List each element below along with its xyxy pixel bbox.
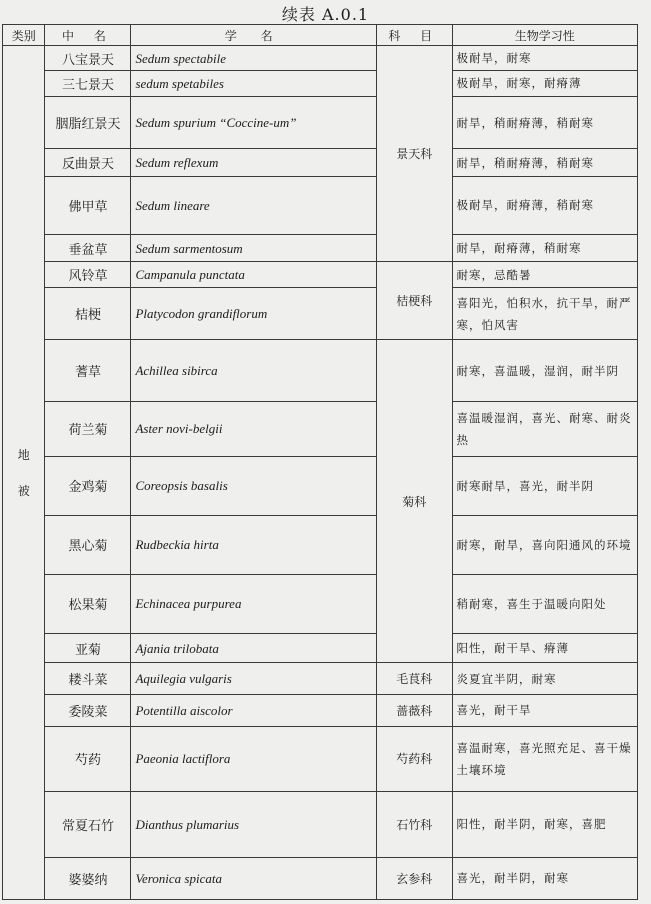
habit-cell: 耐寒，喜温暖，湿润，耐半阴 <box>452 340 637 401</box>
header-chinese-name: 中 名 <box>45 25 131 46</box>
chinese-name-cell: 芍药 <box>45 726 131 791</box>
chinese-name-cell: 松果菊 <box>45 574 131 633</box>
scientific-name-cell: Achillea sibirca <box>131 340 377 401</box>
chinese-name-cell: 三七景天 <box>45 71 131 96</box>
chinese-name-cell: 耧斗菜 <box>45 663 131 695</box>
table-row <box>3 262 638 287</box>
habit-cell: 耐寒耐旱，喜光，耐半阴 <box>452 456 637 515</box>
chinese-name-cell: 蓍草 <box>45 340 131 401</box>
table-row <box>3 96 638 149</box>
scientific-name-cell: Campanula punctata <box>131 262 377 287</box>
chinese-name-cell: 反曲景天 <box>45 149 131 176</box>
chinese-name-cell: 佛甲草 <box>45 176 131 234</box>
habit-cell: 喜阳光，怕积水，抗干旱，耐严寒，怕风害 <box>452 287 637 340</box>
family-cell: 菊科 <box>376 340 452 663</box>
family-cell: 石竹科 <box>376 792 452 857</box>
table-row <box>3 857 638 899</box>
habit-cell: 极耐旱，耐瘠薄，稍耐寒 <box>452 176 637 234</box>
habit-cell: 耐旱，耐瘠薄，稍耐寒 <box>452 234 637 261</box>
scientific-name-cell: Sedum sarmentosum <box>131 234 377 261</box>
table-row <box>3 71 638 96</box>
chinese-name-cell: 常夏石竹 <box>45 792 131 857</box>
table-row <box>3 46 638 71</box>
scientific-name-cell: Sedum spurium “Coccine-um” <box>131 96 377 149</box>
chinese-name-cell: 荷兰菊 <box>45 401 131 456</box>
table-row <box>3 287 638 340</box>
habit-cell: 阳性，耐半阴，耐寒，喜肥 <box>452 792 637 857</box>
table-row <box>3 234 638 261</box>
header-category: 类别 <box>3 25 45 46</box>
scientific-name-cell: Dianthus plumarius <box>131 792 377 857</box>
scientific-name-cell: Aquilegia vulgaris <box>131 663 377 695</box>
category-char: 地 <box>17 447 30 462</box>
category-char: 被 <box>17 483 30 498</box>
habit-cell: 稍耐寒，喜生于温暖向阳处 <box>452 574 637 633</box>
table-row <box>3 695 638 727</box>
table-row <box>3 726 638 791</box>
scientific-name-cell: sedum spetabiles <box>131 71 377 96</box>
chinese-name-cell: 金鸡菊 <box>45 456 131 515</box>
table-row <box>3 515 638 574</box>
scientific-name-cell: Paeonia lactiflora <box>131 726 377 791</box>
habit-cell: 极耐旱，耐寒，耐瘠薄 <box>452 71 637 96</box>
table-row <box>3 456 638 515</box>
scientific-name-cell: Rudbeckia hirta <box>131 515 377 574</box>
table-row <box>3 340 638 401</box>
family-cell: 玄参科 <box>376 857 452 899</box>
habit-cell: 耐旱，稍耐瘠薄，稍耐寒 <box>452 149 637 176</box>
scientific-name-cell: Platycodon grandiflorum <box>131 287 377 340</box>
scientific-name-cell: Sedum lineare <box>131 176 377 234</box>
chinese-name-cell: 委陵菜 <box>45 695 131 727</box>
chinese-name-cell: 八宝景天 <box>45 46 131 71</box>
habit-cell: 耐寒，忌酷暑 <box>452 262 637 287</box>
scientific-name-cell: Potentilla aiscolor <box>131 695 377 727</box>
family-cell: 桔梗科 <box>376 262 452 340</box>
page-title: 续表 A.0.1 <box>281 5 370 24</box>
table-header-row <box>3 25 638 46</box>
table-row <box>3 633 638 663</box>
table-row <box>3 574 638 633</box>
chinese-name-cell: 黑心菊 <box>45 515 131 574</box>
scientific-name-cell: Sedum spectabile <box>131 46 377 71</box>
table-row <box>3 149 638 176</box>
scientific-name-cell: Coreopsis basalis <box>131 456 377 515</box>
scientific-name-cell: Veronica spicata <box>131 857 377 899</box>
chinese-name-cell: 婆婆纳 <box>45 857 131 899</box>
habit-cell: 阳性，耐干旱、瘠薄 <box>452 633 637 663</box>
family-cell: 毛茛科 <box>376 663 452 695</box>
scientific-name-cell: Ajania trilobata <box>131 633 377 663</box>
scientific-name-cell: Sedum reflexum <box>131 149 377 176</box>
table-row <box>3 176 638 234</box>
table-row <box>3 792 638 857</box>
category-cell <box>3 46 45 900</box>
habit-cell: 喜光，耐半阴，耐寒 <box>452 857 637 899</box>
habit-cell: 耐旱，稍耐瘠薄，稍耐寒 <box>452 96 637 149</box>
habit-cell: 喜温耐寒，喜光照充足、喜干燥土壤环境 <box>452 726 637 791</box>
scientific-name-cell: Aster novi-belgii <box>131 401 377 456</box>
header-family: 科 目 <box>376 25 452 46</box>
chinese-name-cell: 风铃草 <box>45 262 131 287</box>
family-cell: 蔷薇科 <box>376 695 452 727</box>
family-cell: 芍药科 <box>376 726 452 791</box>
habit-cell: 喜光，耐干旱 <box>452 695 637 727</box>
habit-cell: 喜温暖湿润，喜光、耐寒、耐炎热 <box>452 401 637 456</box>
chinese-name-cell: 亚菊 <box>45 633 131 663</box>
chinese-name-cell: 桔梗 <box>45 287 131 340</box>
chinese-name-cell: 垂盆草 <box>45 234 131 261</box>
table-row <box>3 663 638 695</box>
scientific-name-cell: Echinacea purpurea <box>131 574 377 633</box>
plant-table <box>2 24 638 900</box>
habit-cell: 耐寒，耐旱，喜向阳通风的环境 <box>452 515 637 574</box>
header-scientific-name: 学 名 <box>131 25 377 46</box>
table-row <box>3 401 638 456</box>
family-cell: 景天科 <box>376 46 452 262</box>
habit-cell: 炎夏宜半阴，耐寒 <box>452 663 637 695</box>
chinese-name-cell: 胭脂红景天 <box>45 96 131 149</box>
header-habit: 生物学习性 <box>452 25 637 46</box>
habit-cell: 极耐旱，耐寒 <box>452 46 637 71</box>
